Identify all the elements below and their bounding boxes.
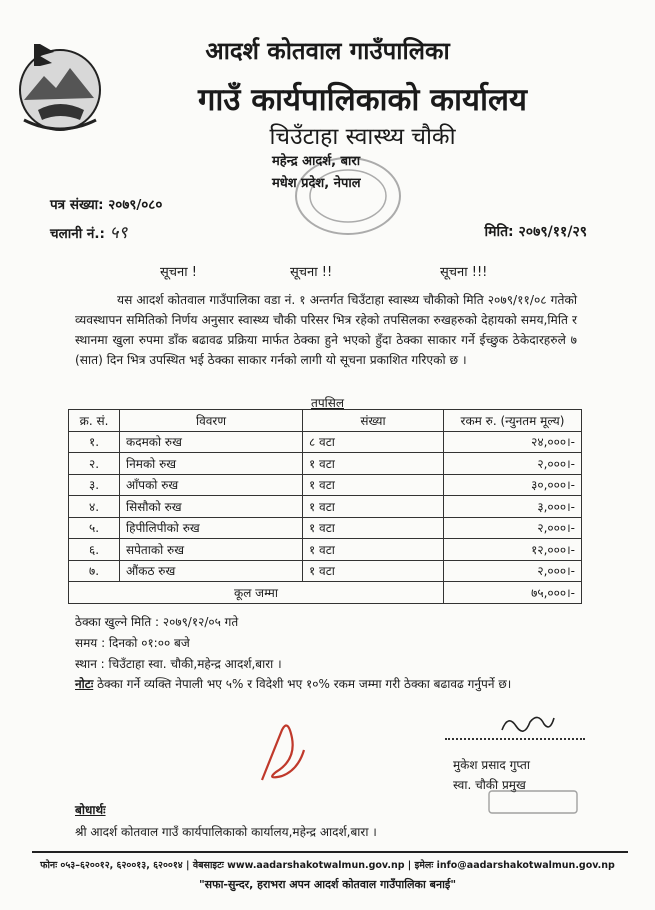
col-amount: रकम रु. (न्युनतम मूल्य) <box>444 410 582 432</box>
signatory-name: मुकेश प्रसाद गुप्ता <box>453 758 531 772</box>
row-quantity: ८ वटा <box>303 431 444 453</box>
copy-to-text: श्री आदर्श कोतवाल गाउँ कार्यपालिकाको कार्यालय,महेन्द्र आदर्श,बारा । <box>75 825 377 839</box>
note <box>75 675 511 692</box>
opening-date: ठेक्का खुल्ने मिति : २०७९/१२/०५ गते <box>75 615 239 629</box>
row-serial: ७. <box>69 560 120 582</box>
row-serial: १. <box>69 431 120 453</box>
table-caption: तपसिल <box>310 396 344 410</box>
notice-paragraph: यस आदर्श कोतवाल गाउँपालिका वडा नं. १ अन्तर्गत चिउँटाहा स्वास्थ्य चौकीको मिति २०७९/११/०८ गतेको व्यवस्थापन समितिको निर्णय अनुसार स्वास्थ्य चौकी परिसर भित्र रहेको तपसिलका रुखहरुको देहायको समय,मिति र स्थानमा खुला रुपमा डाँक बढावढ प्रक्रिया मार्फत ठेक्का हुने भएको हुँदा ठेक्का साकार गर्ने ईच्छुक ठेकेदारहरुले ७ (सात) दिन भित्र उपस्थित भई ठेक्का साकार गर्नको लागी यो सूचना प्रकाशित गरिएको छ । <box>75 293 577 367</box>
row-serial: ६. <box>69 539 120 561</box>
signatory-title: स्वा. चौकी प्रमुख <box>453 778 526 792</box>
table-total-row <box>69 582 582 604</box>
notice-heading-2: सूचना !! <box>290 265 333 280</box>
table-row <box>69 517 582 539</box>
date <box>484 222 587 241</box>
address-block <box>272 151 361 195</box>
table-row <box>69 539 582 561</box>
signature-mark-icon <box>498 708 558 738</box>
row-quantity: १ वटा <box>303 517 444 539</box>
dispatch-number <box>50 220 127 243</box>
trees-table <box>68 409 582 604</box>
row-amount: २,०००।- <box>444 517 582 539</box>
address-line-2: मधेश प्रदेश, नेपाल <box>272 176 361 191</box>
auction-place: स्थान : चिउँटाहा स्वा. चौकी,महेन्द्र आदर्श,बारा । <box>75 657 282 671</box>
row-quantity: १ वटा <box>303 453 444 475</box>
notice-heading-1: सूचना ! <box>160 265 197 280</box>
total-label: कूल जम्मा <box>69 582 444 604</box>
signature-line <box>445 738 585 740</box>
note-text: ठेक्का गर्ने व्यक्ति नेपाली भए ५% र विदेशी भए १०% रकम जम्मा गरी ठेक्का बढावढ गर्नुपर्ने छ। <box>93 677 512 691</box>
total-value: ७५,०००।- <box>444 582 582 604</box>
red-signature-icon <box>252 710 312 790</box>
row-serial: २. <box>69 453 120 475</box>
row-description: निमको रुख <box>120 453 303 475</box>
row-description: सिसौको रुख <box>120 496 303 518</box>
row-amount: ३,०००।- <box>444 496 582 518</box>
table-row <box>69 560 582 582</box>
row-amount: २,०००।- <box>444 453 582 475</box>
footer-divider <box>32 851 628 853</box>
letter-number <box>50 195 162 213</box>
copy-to-label: बोधार्थः <box>75 803 106 817</box>
col-quantity: संख्या <box>303 410 444 432</box>
row-description: औंकठ रुख <box>120 560 303 582</box>
auction-time: समय : दिनको ०१:०० बजे <box>75 636 190 650</box>
row-serial: ४. <box>69 496 120 518</box>
table-row <box>69 474 582 496</box>
row-amount: १२,०००।- <box>444 539 582 561</box>
title-stamp-icon <box>487 788 579 816</box>
row-amount: २,०००।- <box>444 560 582 582</box>
letter-number-value: २०७९/०८० <box>108 197 163 213</box>
row-serial: ५. <box>69 517 120 539</box>
table-row <box>69 496 582 518</box>
footer-contact: फोनः ०५३–६२००१२, ६२००१३, ६२००१४ | वेबसाइटः www.aadarshakotwalmun.gov.np | इमेलः info@aadarshakotwalmun.gov.np <box>40 860 615 871</box>
notice-heading-3: सूचना !!! <box>440 265 488 280</box>
row-amount: २४,०००।- <box>444 431 582 453</box>
row-description: सपेताको रुख <box>120 539 303 561</box>
date-value: २०७९/११/२९ <box>518 224 587 240</box>
dispatch-number-label: चलानी नं.: <box>50 226 105 242</box>
col-description: विवरण <box>120 410 303 432</box>
note-label: नोटः <box>75 677 94 691</box>
row-amount: ३०,०००।- <box>444 474 582 496</box>
row-quantity: १ वटा <box>303 560 444 582</box>
table-row <box>69 431 582 453</box>
footer-slogan: "सफा-सुन्दर, हराभरा अपन आदर्श कोतवाल गाउँपालिका बनाई" <box>198 878 457 891</box>
row-description: आँपको रुख <box>120 474 303 496</box>
col-serial: क्र. सं. <box>69 410 120 432</box>
letter-number-label: पत्र संख्या: <box>50 197 104 213</box>
municipality-name: आदर्श कोतवाल गाउँपालिका <box>205 36 450 65</box>
row-description: कदमको रुख <box>120 431 303 453</box>
row-quantity: १ वटा <box>303 539 444 561</box>
table-header-row <box>69 410 582 432</box>
date-label: मिति: <box>484 224 514 240</box>
health-post-name: चिउँटाहा स्वास्थ्य चौकी <box>269 124 456 150</box>
row-serial: ३. <box>69 474 120 496</box>
office-name: गाउँ कार्यपालिकाको कार्यालय <box>197 82 528 118</box>
row-quantity: १ वटा <box>303 496 444 518</box>
row-description: हिपीलिपीको रुख <box>120 517 303 539</box>
auction-details <box>75 612 282 675</box>
row-quantity: १ वटा <box>303 474 444 496</box>
address-line-1: महेन्द्र आदर्श, बारा <box>272 154 361 169</box>
table-row <box>69 453 582 475</box>
dispatch-number-value: ५९ <box>109 223 128 243</box>
